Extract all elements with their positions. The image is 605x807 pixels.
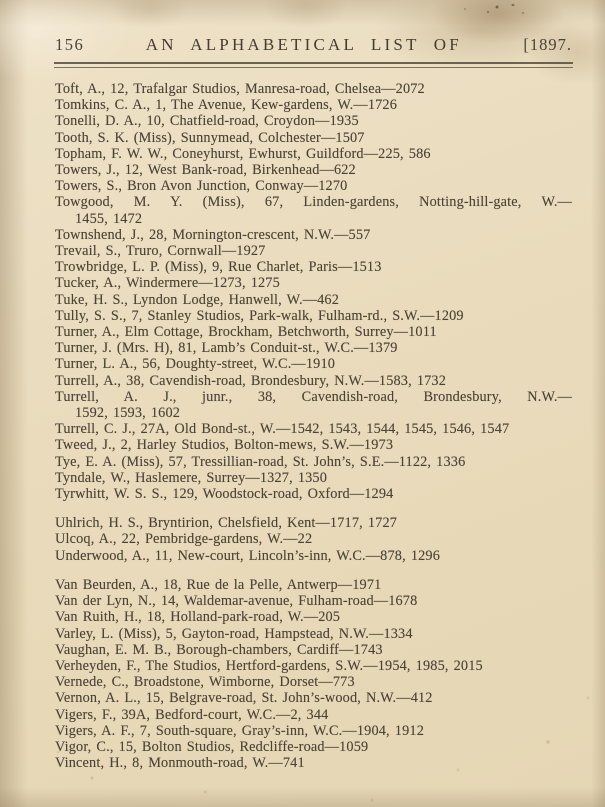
list-item: Turrell, A., 38, Cavendish-road, Brondesbury, N.W.—1583, 1732	[55, 372, 447, 389]
list-item: Tomkins, C. A., 1, The Avenue, Kew-gardens, W.—1726	[55, 97, 398, 114]
list-item: Varley, L. (Miss), 5, Gayton-road, Hampstead, N.W.—1334	[55, 625, 413, 642]
list-item: Underwood, A., 11, New-court, Lincoln’s-inn, W.C.—878, 1296	[55, 547, 441, 564]
list-item-line-1: Towgood, M. Y. (Miss), 67, Linden-gardens, Notting-hill-gate, W.—	[55, 194, 572, 211]
list-item: Trevail, S., Truro, Cornwall—1927	[55, 243, 266, 260]
list-item: Vigor, C., 15, Bolton Studios, Redcliffe-road—1059	[55, 738, 369, 755]
list-item: Tyndale, W., Haslemere, Surrey—1327, 1350	[55, 469, 328, 486]
list-item: Tye, E. A. (Miss), 57, Tressillian-road, St. John’s, S.E.—1122, 1336	[55, 453, 466, 470]
list-item: Tweed, J., 2, Harley Studios, Bolton-mews, S.W.—1973	[55, 437, 394, 454]
directory-group-T	[55, 81, 572, 502]
directory-list	[55, 81, 572, 771]
list-item: Toft, A., 12, Trafalgar Studios, Manresa-road, Chelsea—2072	[55, 81, 425, 97]
list-item: Turrell, C. J., 27A, Old Bond-st., W.—1542, 1543, 1544, 1545, 1546, 1547	[55, 421, 510, 438]
list-item: Van Beurden, A., 18, Rue de la Pelle, Antwerp—1971	[55, 576, 382, 593]
list-item: Vaughan, E. M. B., Borough-chambers, Cardiff—1743	[55, 641, 383, 658]
list-item: Vernede, C., Broadstone, Wimborne, Dorset—773	[55, 674, 355, 691]
header-year: [1897.	[523, 35, 572, 54]
list-item-line-2: 1592, 1593, 1602	[75, 405, 181, 422]
list-item: Towers, S., Bron Avon Junction, Conway—1270	[55, 178, 348, 195]
list-item: Trowbridge, L. P. (Miss), 9, Rue Charlet, Paris—1513	[55, 259, 382, 276]
list-item: Vernon, A. L., 15, Belgrave-road, St. John’s-wood, N.W.—412	[55, 690, 433, 707]
list-item: Turner, J. (Mrs. H), 81, Lamb’s Conduit-st., W.C.—1379	[55, 340, 398, 357]
list-item-line-2: 1455, 1472	[75, 210, 143, 227]
list-item: Ulcoq, A., 22, Pembridge-gardens, W.—22	[55, 531, 313, 548]
list-item: Tucker, A., Windermere—1273, 1275	[55, 275, 280, 292]
list-item: Towers, J., 12, West Bank-road, Birkenhead—622	[55, 162, 356, 179]
page-number: 156	[55, 35, 85, 54]
list-item: Tuke, H. S., Lyndon Lodge, Hanwell, W.—462	[55, 291, 340, 308]
list-item: Tully, S. S., 7, Stanley Studios, Park-walk, Fulham-rd., S.W.—1209	[55, 307, 464, 324]
list-item: Topham, F. W. W., Coneyhurst, Ewhurst, Guildford—225, 586	[55, 145, 431, 162]
page-header	[55, 0, 572, 55]
list-item: Turner, A., Elm Cottage, Brockham, Betchworth, Surrey—1011	[55, 324, 437, 341]
list-item: Vigers, A. F., 7, South-square, Gray’s-inn, W.C.—1904, 1912	[55, 722, 424, 739]
list-item: Townshend, J., 28, Mornington-crescent, N.W.—557	[55, 226, 371, 243]
directory-group-V	[55, 577, 572, 771]
list-item: Vincent, H., 8, Monmouth-road, W.—741	[55, 755, 305, 772]
list-item-line-1: Turrell, A. J., junr., 38, Cavendish-road, Brondesbury, N.W.—	[55, 388, 572, 405]
list-item: Tonelli, D. A., 10, Chatfield-road, Croydon—1935	[55, 113, 359, 130]
list-item: Tyrwhitt, W. S. S., 129, Woodstock-road, Oxford—1294	[55, 486, 394, 503]
list-item: Verheyden, F., The Studios, Hertford-gardens, S.W.—1954, 1985, 2015	[55, 657, 483, 674]
directory-group-U	[55, 515, 572, 564]
header-rule	[54, 62, 573, 68]
list-item: Uhlrich, H. S., Bryntirion, Chelsfield, Kent—1717, 1727	[55, 515, 398, 532]
list-item	[55, 389, 572, 421]
list-item: Vigers, F., 39A, Bedford-court, W.C.—2, 344	[55, 706, 329, 723]
list-item: Turner, L. A., 56, Doughty-street, W.C.—1910	[55, 356, 336, 373]
list-item: Van der Lyn, N., 14, Waldemar-avenue, Fulham-road—1678	[55, 593, 418, 610]
list-item: Tooth, S. K. (Miss), Sunnymead, Colchester—1507	[55, 129, 365, 146]
list-item: Van Ruith, H., 18, Holland-park-road, W.—205	[55, 609, 341, 626]
page-title: AN ALPHABETICAL LIST OF	[145, 35, 462, 54]
list-item	[55, 194, 572, 226]
